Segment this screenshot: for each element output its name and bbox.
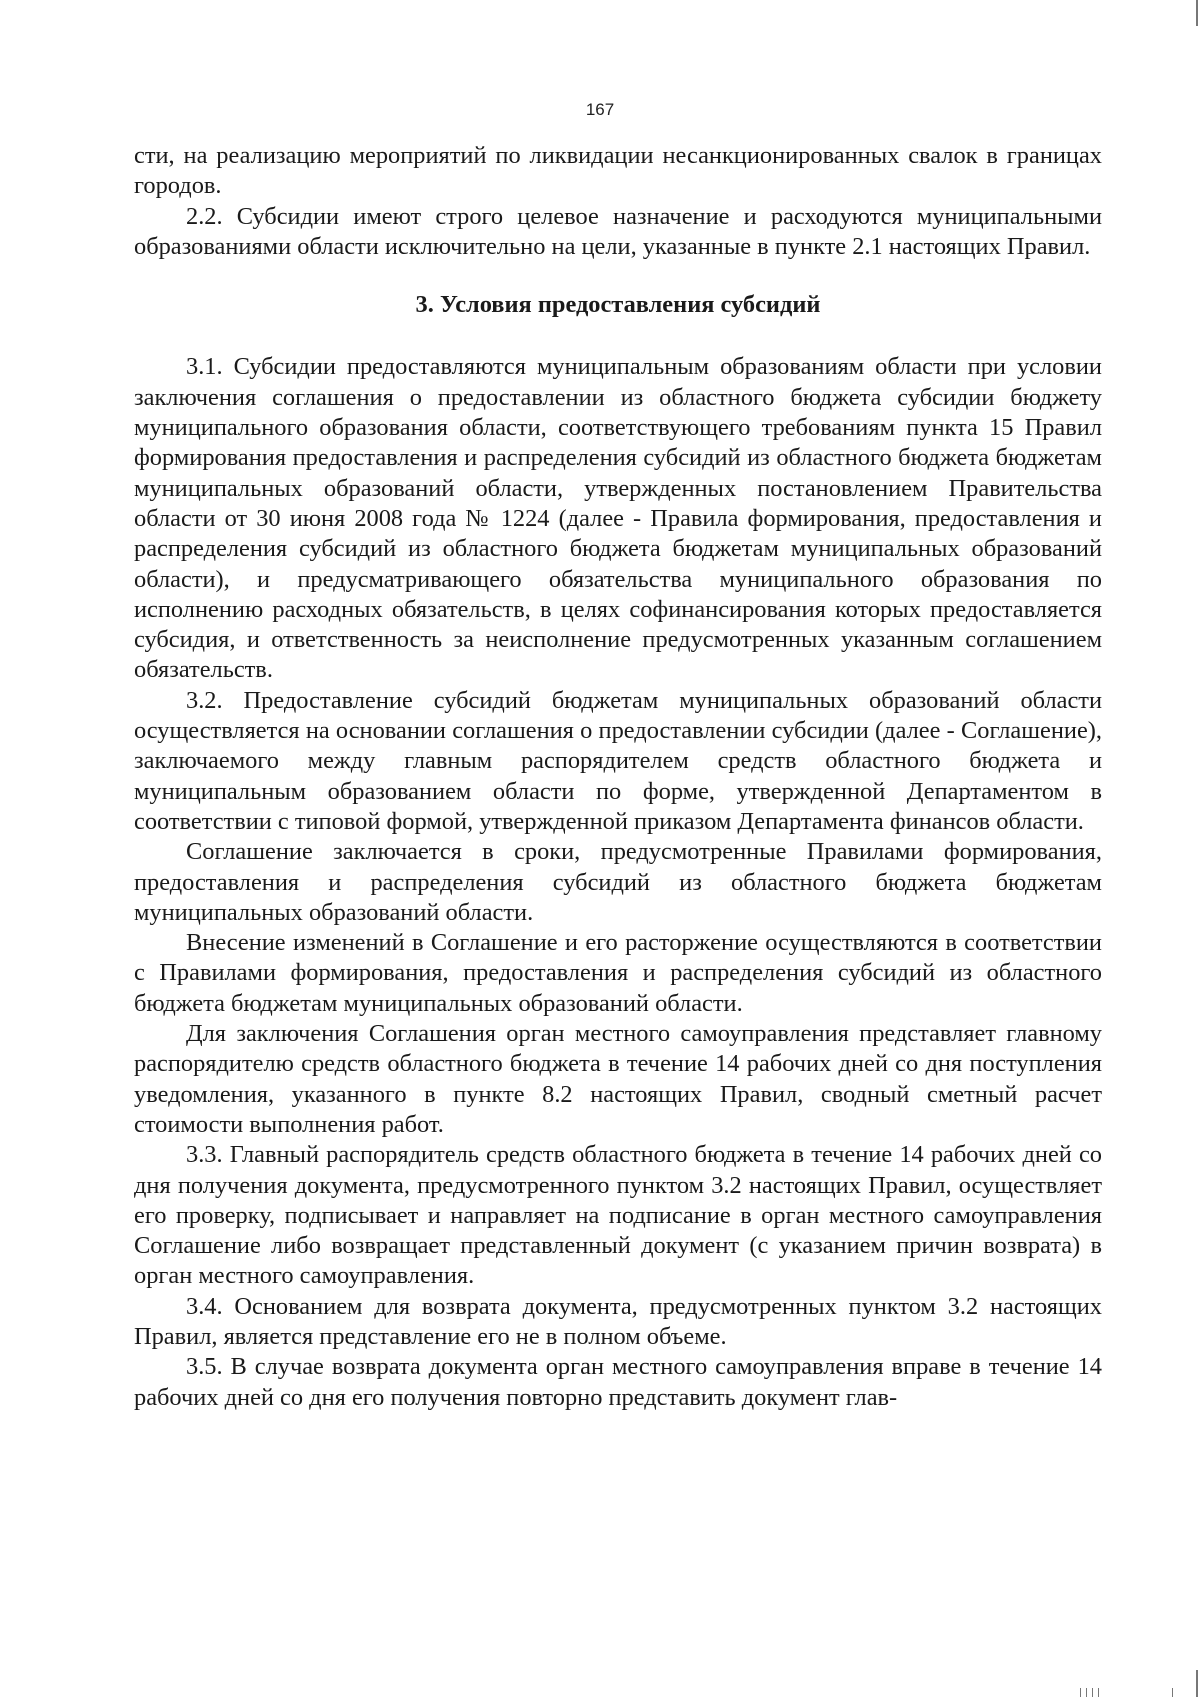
paragraph-3-1: 3.1. Субсидии предоставляются муниципальным образованиям области при условии заключения соглашения о предоставлении из областного бюджета субсидии бюджету муниципального образования области, соответствующего требованиям пункта 15 Правил формирования предоставления и распределения субсидий из областного бюджета бюджетам муниципальных образований области, утвержденных постановлением Правительства области от 30 июня 2008 года № 1224 (далее - Правила формирования, предоставления и распределения субсидий из областного бюджета бюджетам муниципальных образований области), и предусматривающего обязательства муниципального образования по исполнению расходных обязательств, в целях софинансирования которых предоставляется субсидия, и ответственность за неисполнение предусмотренных указанным соглашением обязательств. [134,353,1102,684]
paragraph-3-5: 3.5. В случае возврата документа орган местного самоуправления вправе в течение 14 рабочих дней со дня его получения повторно представить документ глав- [134,1353,1102,1411]
paragraph-3-4: 3.4. Основанием для возврата документа, предусмотренных пунктом 3.2 настоящих Правил, является представление его не в полном объеме. [134,1292,1102,1350]
page-number: 167 [585,100,615,119]
scan-edge-mark [1092,1688,1093,1697]
scan-edge-mark [1172,1688,1173,1697]
scan-edge-mark [1196,0,1198,26]
section-heading: 3. Условия предоставления субсидий [415,291,821,319]
scan-edge-mark [1080,1688,1081,1697]
paragraph-agreement-changes: Внесение изменений в Соглашение и его расторжение осуществляются в соответствии с Правилами формирования, предоставления и распределения субсидий из областного бюджета бюджетам муниципальных образований области. [134,929,1102,1017]
scan-edge-mark [1196,1670,1198,1697]
paragraph-3-3: 3.3. Главный распорядитель средств областного бюджета в течение 14 рабочих дней со дня получения документа, предусмотренного пунктом 3.2 настоящих Правил, осуществляет его проверку, подписывает и направляет на подписание в орган местного самоуправления Соглашение либо возвращает представленный документ (с указанием причин возврата) в орган местного самоуправления. [134,1141,1102,1290]
paragraph-agreement-submission: Для заключения Соглашения орган местного самоуправления представляет главному распорядителю средств областного бюджета в течение 14 рабочих дней со дня поступления уведомления, указанного в пункте 8.2 настоящих Правил, сводный сметный расчет стоимости выполнения работ. [134,1020,1102,1138]
scan-edge-mark [1098,1688,1099,1697]
paragraph-2-2: 2.2. Субсидии имеют строго целевое назначение и расходуются муниципальными образованиями области исключительно на цели, указанные в пункте 2.1 настоящих Правил. [134,202,1102,260]
scan-edge-mark [1086,1688,1087,1697]
paragraph-continuation: сти, на реализацию мероприятий по ликвидации несанкционированных свалок в границах городов. [134,142,1102,200]
paragraph-agreement-terms: Соглашение заключается в сроки, предусмотренные Правилами формирования, предоставления и распределения субсидий из областного бюджета бюджетам муниципальных образований области. [134,838,1102,926]
paragraph-3-2: 3.2. Предоставление субсидий бюджетам муниципальных образований области осуществляется на основании соглашения о предоставлении субсидии (далее - Соглашение), заключаемого между главным распорядителем средств областного бюджета и муниципальным образованием области по форме, утвержденной Департаментом в соответствии с типовой формой, утвержденной приказом Департамента финансов области. [134,686,1102,835]
document-body [134,141,1102,1413]
